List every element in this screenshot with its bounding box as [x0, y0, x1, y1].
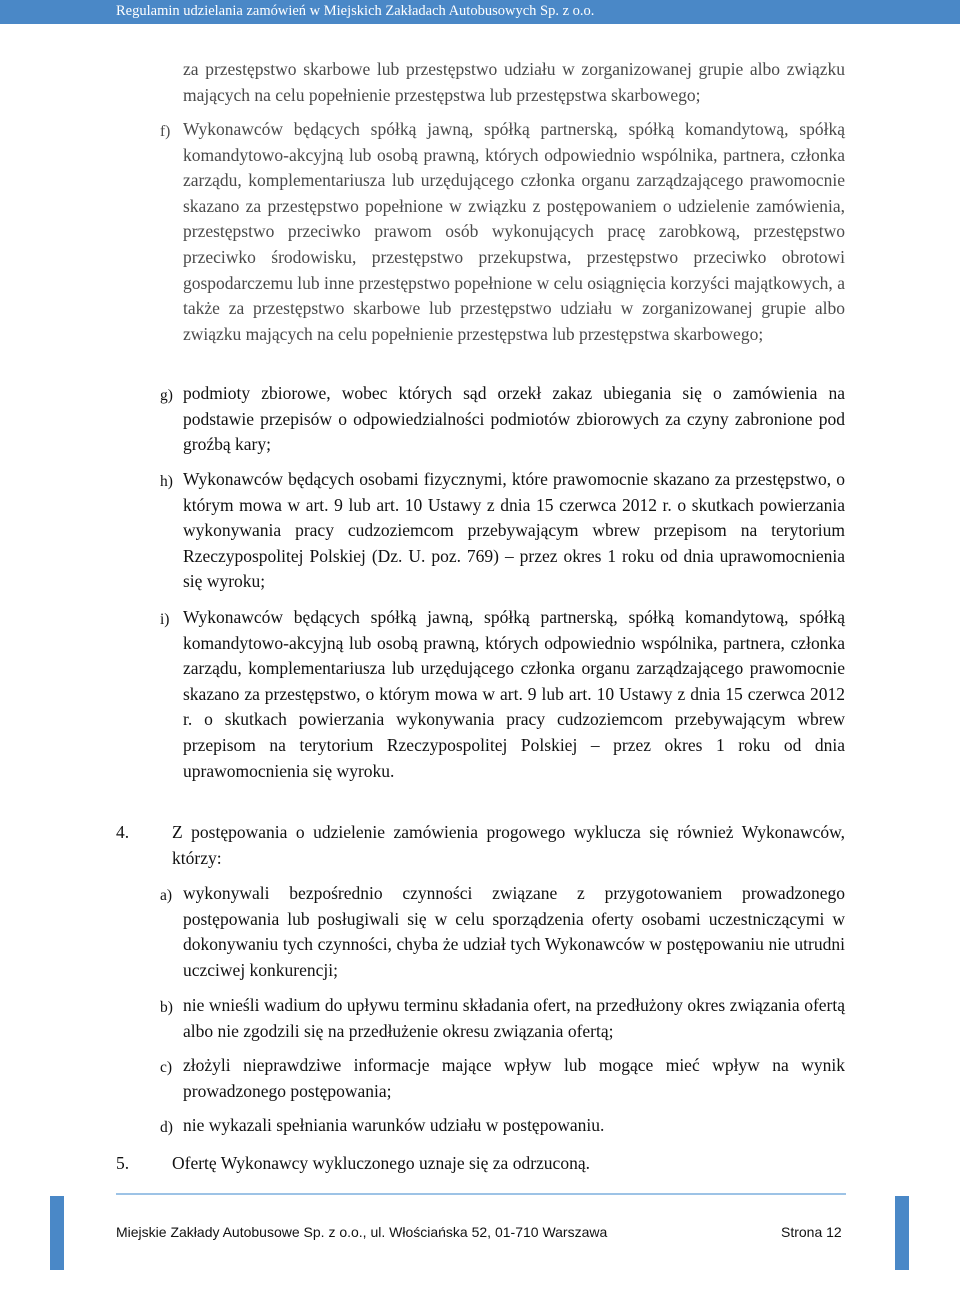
- list-marker-h: h): [160, 473, 173, 490]
- list-marker-a: a): [160, 887, 173, 904]
- header-title: Regulamin udzielania zamówień w Miejskich Zakładach Autobusowych Sp. z o.o.: [116, 3, 595, 19]
- footer-company: Miejskie Zakłady Autobusowe Sp. z o.o., ul. Włościańska 52, 01-710 Warszawa: [116, 1224, 608, 1240]
- section-number-5: 5.: [116, 1153, 130, 1173]
- list-item-g: podmioty zbiorowe, wobec których sąd orzekł zakaz ubiegania się o zamówienia na podstawie przepisów o odpowiedzialności podmiotów zbiorowych za czyny zabronione pod groźbą kary;: [183, 383, 845, 455]
- list-marker-c: c): [160, 1059, 173, 1076]
- list-item-a: wykonywali bezpośrednio czynności związane z przygotowaniem prowadzonego postępowania lub posługiwali się w celu sporządzenia oferty osobami uczestniczącymi w dokonywaniu tych czynności, chyba że udział tych Wykonawców w postępowaniu nie utrudni uczciwej konkurencji;: [183, 883, 845, 980]
- footer-right-bar: [895, 1196, 909, 1270]
- list-item-f: Wykonawców będących spółką jawną, spółką partnerską, spółką komandytową, spółką komandytowo-akcyjną lub osobą prawną, których odpowiednio wspólnika, partnera, członka zarządu, komplementariusza lub urzędującego członka organu zarządzającego prawomocnie skazano za przestępstwo popełnione w związku z postępowaniem o udzielenie zamówienia, przestępstwo przeciwko prawom osób wykonujących pracę zarobkową, przestępstwo przeciwko środowisku, przestępstwo przekupstwa, przestępstwo przeciwko obrotowi gospodarczemu lub inne przestępstwo popełnione w celu osiągnięcia korzyści majątkowych, a także za przestępstwo skarbowe lub przestępstwo udziału w zorganizowanej grupie albo związku mających na celu popełnienie przestępstwa lub przestępstwa skarbowego;: [183, 119, 845, 344]
- footer-left-bar: [50, 1196, 64, 1270]
- list-marker-b: b): [160, 999, 173, 1016]
- header-bar: [0, 0, 960, 24]
- section-4-text: Z postępowania o udzielenie zamówienia progowego wyklucza się również Wykonawców, którzy:: [172, 822, 845, 868]
- list-item-i: Wykonawców będących spółką jawną, spółką partnerską, spółką komandytową, spółką komandytowo-akcyjną lub osobą prawną, których odpowiednio wspólnika, partnera, członka zarządu, komplementariusza lub urzędującego członka organu zarządzającego prawomocnie skazano za przestępstwo, o którym mowa w art. 9 lub art. 10 Ustawy z dnia 15 czerwca 2012 r. o skutkach powierzania wykonywania pracy cudzoziemcom przebywającym wbrew przepisom na terytorium Rzeczypospolitej Polskiej – przez okres 1 roku od dnia uprawomocnienia się wyroku.: [183, 607, 845, 781]
- list-item-d: nie wykazali spełniania warunków udziału w postępowaniu.: [183, 1115, 605, 1135]
- list-marker-g: g): [160, 387, 173, 404]
- list-marker-i: i): [160, 611, 170, 628]
- list-marker-d: d): [160, 1119, 173, 1136]
- list-item-h: Wykonawców będących osobami fizycznymi, które prawomocnie skazano za przestępstwo, o którym mowa w art. 9 lub art. 10 Ustawy z dnia 15 czerwca 2012 r. o skutkach powierzania wykonywania pracy cudzoziemcom przebywającym wbrew przepisom na terytorium Rzeczypospolitej Polskiej (Dz. U. poz. 769) – przez okres 1 roku od dnia uprawomocnienia się wyroku;: [183, 469, 845, 592]
- section-number-4: 4.: [116, 822, 130, 842]
- list-item-b: nie wnieśli wadium do upływu terminu składania ofert, na przedłużony okres związania ofertą albo nie zgodzili się na przedłużenie okresu związania ofertą;: [183, 995, 845, 1041]
- list-item-c: złożyli nieprawdziwe informacje mające wpływ lub mogące mieć wpływ na wynik prowadzonego postępowania;: [183, 1055, 845, 1101]
- footer-divider: [116, 1193, 846, 1195]
- list-marker-f: f): [160, 123, 171, 140]
- section-5-text: Ofertę Wykonawcy wykluczonego uznaje się za odrzuconą.: [172, 1153, 590, 1173]
- footer-page-number: Strona 12: [781, 1224, 842, 1240]
- continuation-paragraph: za przestępstwo skarbowe lub przestępstwo udziału w zorganizowanej grupie albo związku mających na celu popełnienie przestępstwa lub przestępstwa skarbowego;: [183, 59, 845, 105]
